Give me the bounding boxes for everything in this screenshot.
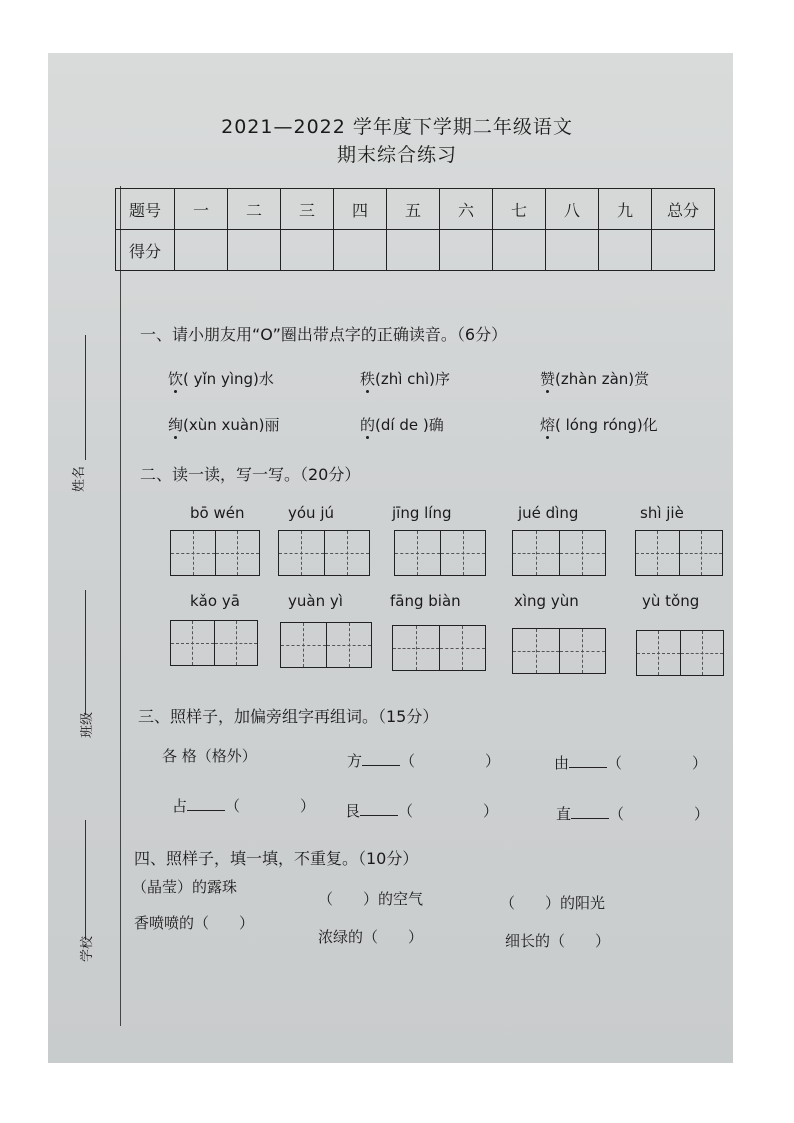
score-row [116, 230, 715, 271]
item-char: 的 [360, 416, 376, 434]
radical-item: 直 （ ） [556, 805, 710, 823]
score-cell[interactable] [175, 230, 228, 271]
header-cell: 六 [440, 189, 493, 230]
score-cell[interactable] [546, 230, 599, 271]
pinyin-prompt: fāng biàn [390, 592, 461, 610]
header-cell: 九 [599, 189, 652, 230]
radical-item: 艮 （ ） [345, 802, 499, 820]
answer-blank[interactable] [569, 753, 607, 768]
exam-title: 2021—2022 学年度下学期二年级语文 [221, 116, 573, 138]
header-cell: 二 [228, 189, 281, 230]
base-char: 由 [554, 754, 570, 772]
exam-subtitle: 期末综合练习 [336, 144, 457, 166]
radical-item: 占 （ ） [172, 797, 316, 815]
item-suffix: 丽 [264, 416, 280, 434]
pinyin-item [360, 414, 444, 435]
pinyin-prompt: bō wén [190, 504, 245, 522]
base-char: 直 [556, 805, 572, 823]
row-label: 得分 [116, 230, 175, 271]
pinyin-prompt: jīng líng [392, 504, 452, 522]
pinyin-prompt: shì jiè [640, 504, 684, 522]
item-suffix: 确 [428, 416, 444, 434]
class-label: 班级 [80, 711, 95, 738]
item-suffix: 水 [258, 370, 274, 388]
header-cell: 四 [334, 189, 387, 230]
header-cell: 总分 [652, 189, 715, 230]
section-2-title: 二、读一读，写一写。（20分） [140, 465, 361, 484]
writing-grid[interactable] [170, 530, 260, 576]
header-cell: 三 [281, 189, 334, 230]
pinyin-prompt: yóu jú [288, 504, 335, 522]
item-char: 饮 [168, 370, 184, 388]
item-options: (dí de ) [375, 416, 429, 434]
header-cell: 八 [546, 189, 599, 230]
fill-item[interactable]: （ ）的阳光 [500, 894, 606, 912]
school-line [85, 820, 86, 940]
pinyin-prompt: yuàn yì [288, 592, 343, 610]
radical-item: 方 （ ） [347, 752, 501, 770]
item-suffix: 赏 [634, 370, 650, 388]
pinyin-prompt: jué dìng [518, 504, 579, 522]
writing-grid[interactable] [392, 625, 486, 671]
example-item: 各 格（格外） [162, 747, 257, 765]
header-cell: 一 [175, 189, 228, 230]
score-cell[interactable] [281, 230, 334, 271]
header-cell: 五 [387, 189, 440, 230]
answer-blank[interactable] [187, 796, 225, 811]
writing-grid[interactable] [635, 530, 723, 576]
name-label: 姓名 [72, 465, 87, 492]
writing-grid[interactable] [278, 530, 370, 576]
class-line [85, 590, 86, 715]
score-header-row [116, 189, 715, 230]
pinyin-prompt: kǎo yā [190, 592, 240, 610]
answer-blank[interactable] [360, 801, 398, 816]
score-cell[interactable] [599, 230, 652, 271]
radical-item: 由 （ ） [554, 754, 708, 772]
pinyin-item [540, 414, 658, 435]
answer-blank[interactable] [362, 751, 400, 766]
item-suffix: 序 [434, 370, 450, 388]
item-options: (xùn xuàn) [183, 416, 265, 434]
writing-grid[interactable] [394, 530, 486, 576]
item-char: 赞 [540, 370, 556, 388]
item-char: 绚 [168, 416, 184, 434]
score-cell[interactable] [440, 230, 493, 271]
fill-item[interactable]: （ ）的空气 [318, 890, 424, 908]
section-4-title: 四、照样子，填一填，不重复。（10分） [134, 849, 419, 868]
margin-line [120, 186, 121, 1026]
fill-item[interactable]: （晶莹）的露珠 [132, 878, 238, 896]
pinyin-item [360, 368, 450, 389]
item-options: (zhàn zàn) [555, 370, 635, 388]
score-table [115, 188, 715, 271]
item-options: ( yǐn yìng) [183, 370, 259, 388]
writing-grid[interactable] [512, 530, 606, 576]
pinyin-item [540, 368, 649, 389]
writing-grid[interactable] [636, 630, 724, 676]
pinyin-item [168, 368, 274, 389]
score-cell[interactable] [652, 230, 715, 271]
item-suffix: 化 [642, 416, 658, 434]
writing-grid[interactable] [512, 628, 606, 674]
answer-blank[interactable] [571, 804, 609, 819]
item-options: (zhì chì) [375, 370, 435, 388]
header-cell: 题号 [116, 189, 175, 230]
pinyin-item [168, 414, 279, 435]
pinyin-prompt: xìng yùn [514, 592, 579, 610]
base-char: 方 [347, 752, 363, 770]
pinyin-prompt: yù tǒng [642, 592, 700, 610]
writing-grid[interactable] [280, 622, 372, 668]
score-cell[interactable] [493, 230, 546, 271]
header-cell: 七 [493, 189, 546, 230]
school-label: 学校 [80, 935, 95, 962]
item-char: 熔 [540, 416, 556, 434]
score-cell[interactable] [387, 230, 440, 271]
fill-item[interactable]: 浓绿的（ ） [318, 928, 424, 946]
fill-item[interactable]: 细长的（ ） [505, 932, 611, 950]
name-line [85, 335, 86, 460]
base-char: 艮 [345, 802, 361, 820]
section-1-title: 一、请小朋友用“O”圈出带点字的正确读音。（6分） [140, 325, 508, 344]
fill-item[interactable]: 香喷喷的（ ） [134, 914, 255, 932]
score-cell[interactable] [334, 230, 387, 271]
section-3-title: 三、照样子，加偏旁组字再组词。（15分） [138, 707, 439, 726]
base-char: 占 [172, 797, 188, 815]
score-cell[interactable] [228, 230, 281, 271]
writing-grid[interactable] [170, 620, 258, 666]
item-char: 秩 [360, 370, 376, 388]
item-options: ( lóng róng) [555, 416, 643, 434]
